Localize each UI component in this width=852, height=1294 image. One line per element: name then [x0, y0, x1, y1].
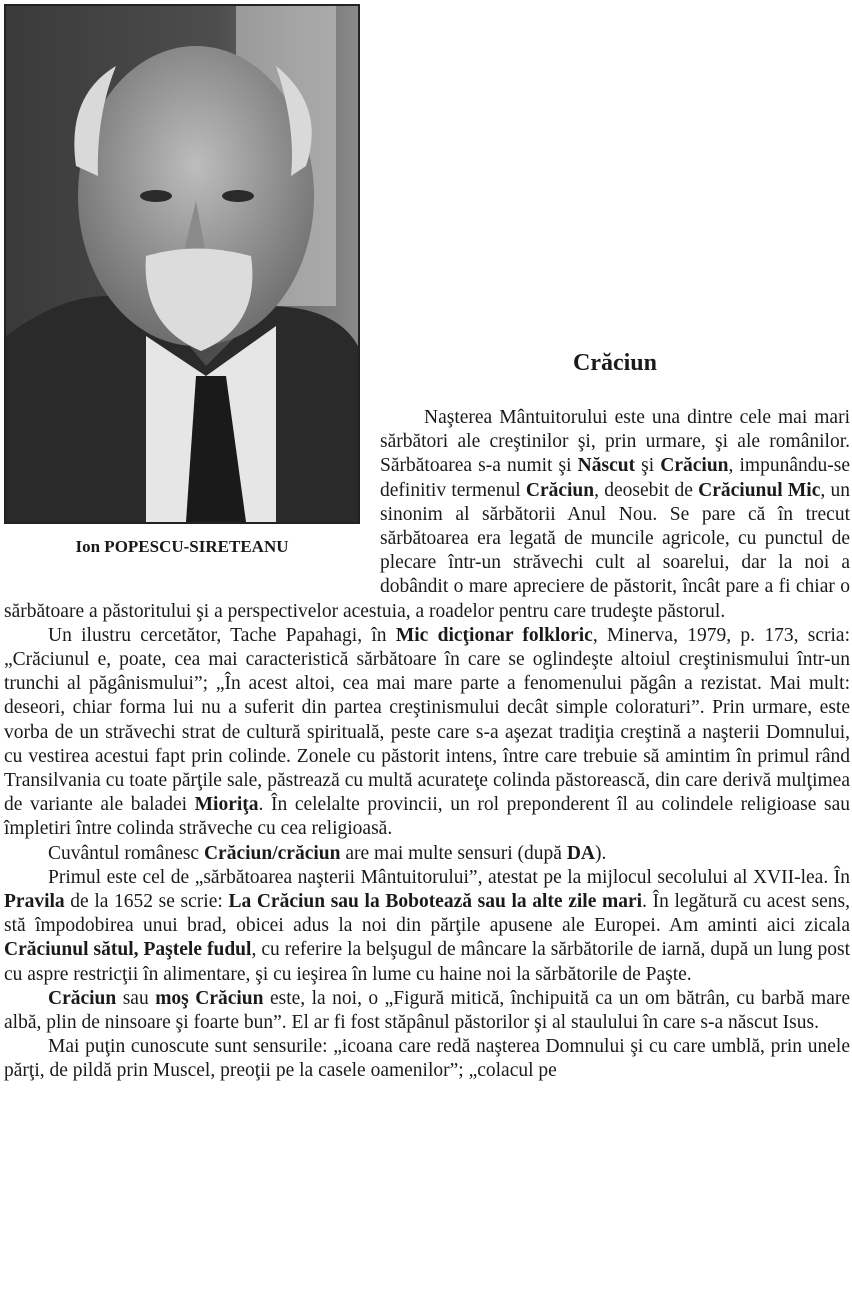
- text-run: . În legătură cu acest sens, stă împodobirea unui brad, obicei adus la noi din părţile apusene ale Europei. Am aminti aici zicala: [4, 891, 850, 937]
- bold-text: Născut: [577, 455, 636, 477]
- bold-text: Pravila: [4, 891, 65, 913]
- paragraph: [4, 987, 850, 1035]
- text-run: de la 1652 se scrie:: [64, 891, 229, 913]
- text-run: , cu referire la belşugul de mâncare la sărbătorile de iarnă, după un lung post cu aspre restricţii în alimentare, şi cu ieşirea în lume cu haine noi la sărbătorile de Paşte.: [4, 939, 850, 985]
- text-run: , Minerva, 1979, p. 173, scria: „Crăciunul e, poate, cea mai caracteristică sărbătoare în care se oglindeşte altoiul creştinismului într-un trunchi al păgânismului”; „În acest altoi, cea mai mare parte a fenomenului păgân a rezistat. Mai mult: deseori, chiar forma lui nu a suferit din partea creştinismului decât simple coloraturi”. Prin urmare, este vorba de un străvechi strat de cultură spirituală, peste care s-a aşezat tradiţia creştină a naşterii Domnului, cu vestirea acestui fapt prin colinde. Zonele cu păstorit intens, între care trebuie să amintim în primul rând Transilvania cu toate părţile sale, păstrează cu multă acurateţe colinda păstorească, din care derivă mulţimea de variante ale baladei: [4, 624, 850, 816]
- text-run: Naşterea Mântuitorului este una dintre cele mai mari sărbători ale creştinilor şi, prin urmare, şi ale românilor. Sărbătoarea s-a numit şi: [380, 407, 850, 477]
- text-run: Un ilustru cercetător, Tache Papahagi, în: [48, 624, 396, 646]
- bold-text: Mioriţa: [194, 794, 259, 816]
- bold-text: Crăciunul Mic: [698, 479, 821, 501]
- text-run: , un sinonim al sărbătorii Anul Nou. Se pare că în trecut sărbătoarea era legată de muncile agricole, cu punctul de plecare într-un străvechi cult al soarelui, dar la noi a dobândit o mare apreciere de păstorit, încât pare a fi chiar o sărbătoare a păstoritului şi a perspectivelor acestuia, a roadelor pentru care trudeşte păstorul.: [4, 479, 851, 622]
- bold-text: moş Crăciun: [155, 987, 264, 1009]
- bold-text: Crăciun/crăciun: [203, 842, 341, 864]
- bold-text: Crăciun: [660, 455, 729, 477]
- text-run: Cuvântul românesc: [48, 842, 204, 864]
- paragraph: [4, 866, 850, 987]
- paragraph: [4, 624, 850, 842]
- article-body: [4, 406, 850, 1084]
- text-run: are mai multe sensuri (după: [340, 842, 567, 864]
- text-run: şi: [635, 455, 661, 477]
- paragraph: [4, 1035, 850, 1083]
- text-run: sau: [116, 987, 156, 1009]
- article-title: Crăciun: [573, 350, 657, 376]
- text-run: , impunându-se definitiv termenul: [380, 455, 850, 501]
- text-run: . În celelalte provincii, un rol preponderent îl au colindele religioase sau împletiri între colinda străveche cu cea religioasă.: [4, 794, 850, 840]
- photo-caption: Ion POPESCU-SIRETEANU: [75, 537, 289, 556]
- bold-text: DA: [566, 842, 595, 864]
- bold-text: La Crăciun sau la Bobotează sau la alte zile mari: [228, 891, 643, 913]
- paragraph: [4, 842, 850, 866]
- text-run: Primul este cel de „sărbătoarea naşterii Mântuitorului”, atestat pe la mijlocul secolului al XVII-lea. În: [48, 866, 850, 888]
- bold-text: Crăciun: [48, 987, 117, 1009]
- text-run: Mai puţin cunoscute sunt sensurile: „icoana care redă naşterea Domnului şi cu care umblă, prin unele părţi, de pildă prin Muscel, preoţii pe la casele oamenilor”; „colacul pe: [4, 1036, 850, 1082]
- photo-wrap-spacer: [4, 406, 380, 588]
- bold-text: Mic dicţionar folkloric: [395, 624, 593, 646]
- text-run: este, la noi, o „Figură mitică, închipuită ca un om bătrân, cu barbă mare albă, plin de ninsoare şi foarte bun”. El ar fi fost stăpânul păstorilor şi al staulului în care s-a născut Isus.: [4, 987, 851, 1034]
- text-run: ).: [595, 842, 607, 864]
- text-run: , deosebit de: [594, 479, 699, 501]
- bold-text: Crăciun: [525, 479, 595, 501]
- bold-text: Crăciunul sătul, Paştele fudul: [4, 939, 252, 961]
